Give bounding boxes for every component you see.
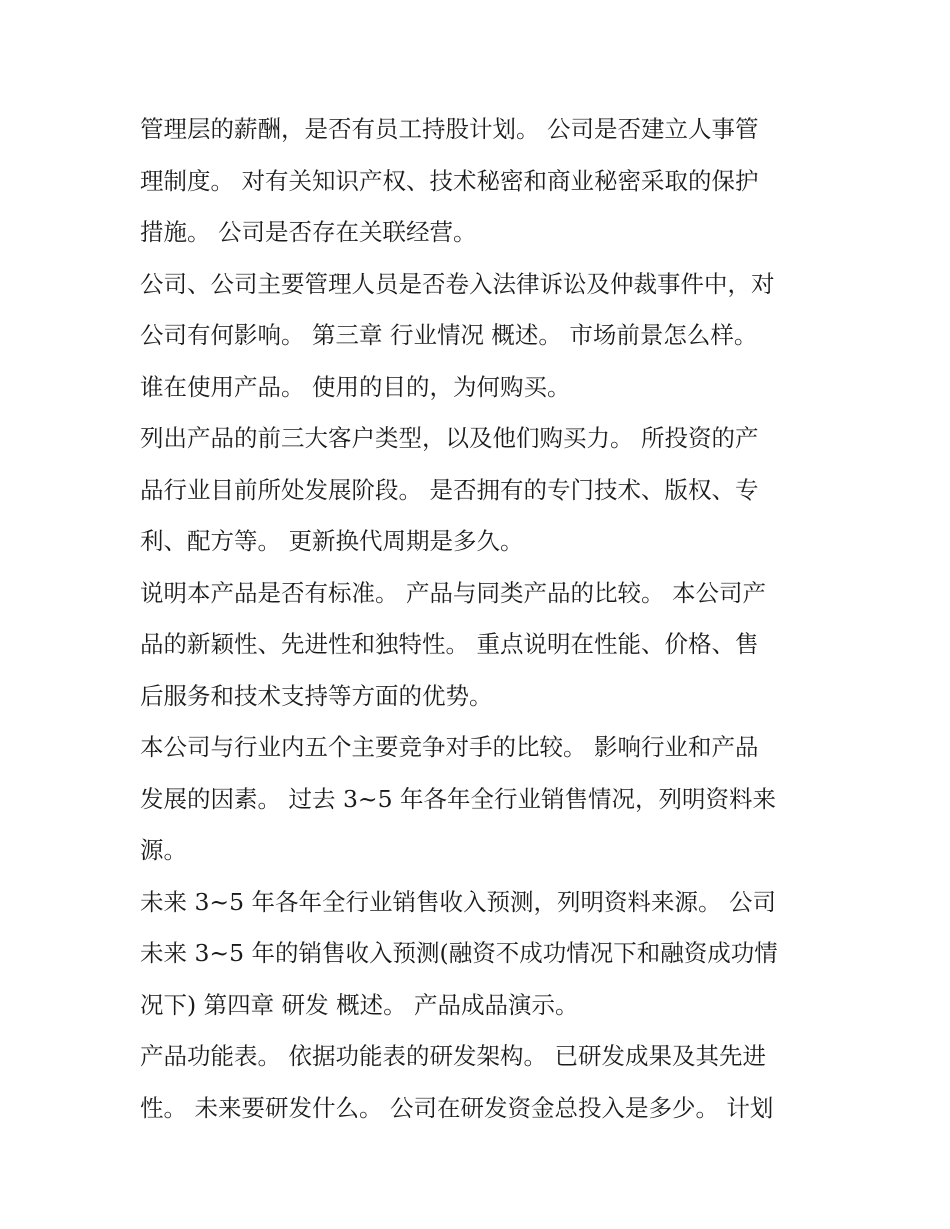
text-line: 后服务和技术支持等方面的优势。: [140, 681, 493, 710]
text-line: 公司有何影响。 第三章 行业情况 概述。 市场前景怎么样。: [140, 321, 758, 349]
document-body: [140, 104, 820, 1134]
text-line: 未来 3~5 年各年全行业销售收入预测，列明资料来源。 公司: [140, 887, 777, 916]
text-line: 品的新颖性、先进性和独特性。 重点说明在性能、价格、售: [140, 630, 759, 658]
text-line: 措施。 公司是否存在关联经营。: [140, 218, 477, 246]
text-line: 列出产品的前三大客户类型，以及他们购买力。 所投资的产: [140, 424, 759, 452]
text-line: 产品功能表。 依据功能表的研发架构。 已研发成果及其先进: [140, 1042, 766, 1070]
text-line: 利、配方等。 更新换代周期是多久。: [140, 527, 524, 555]
text-line: 发展的因素。 过去 3~5 年各年全行业销售情况，列明资料来: [140, 784, 777, 813]
text-line: 况下) 第四章 研发 概述。 产品成品演示。: [140, 990, 579, 1019]
text-line: 理制度。 对有关知识产权、技术秘密和商业秘密采取的保护: [140, 166, 759, 195]
text-line: 未来 3~5 年的销售收入预测(融资不成功情况下和融资成功情: [140, 939, 778, 967]
text-line: 谁在使用产品。 使用的目的，为何购买。: [140, 372, 571, 401]
text-line: 管理层的薪酬，是否有员工持股计划。 公司是否建立人事管: [140, 115, 759, 143]
text-line: 本公司与行业内五个主要竞争对手的比较。 影响行业和产品: [140, 733, 759, 761]
text-line: 公司、公司主要管理人员是否卷入法律诉讼及仲裁事件中，对: [140, 269, 775, 298]
text-line: 源。: [140, 836, 187, 864]
text-line: 说明本产品是否有标准。 产品与同类产品的比较。 本公司产: [140, 578, 766, 607]
text-line: 性。 未来要研发什么。 公司在研发资金总投入是多少。 计划: [140, 1093, 774, 1122]
text-line: 品行业目前所处发展阶段。 是否拥有的专门技术、版权、专: [140, 475, 759, 504]
